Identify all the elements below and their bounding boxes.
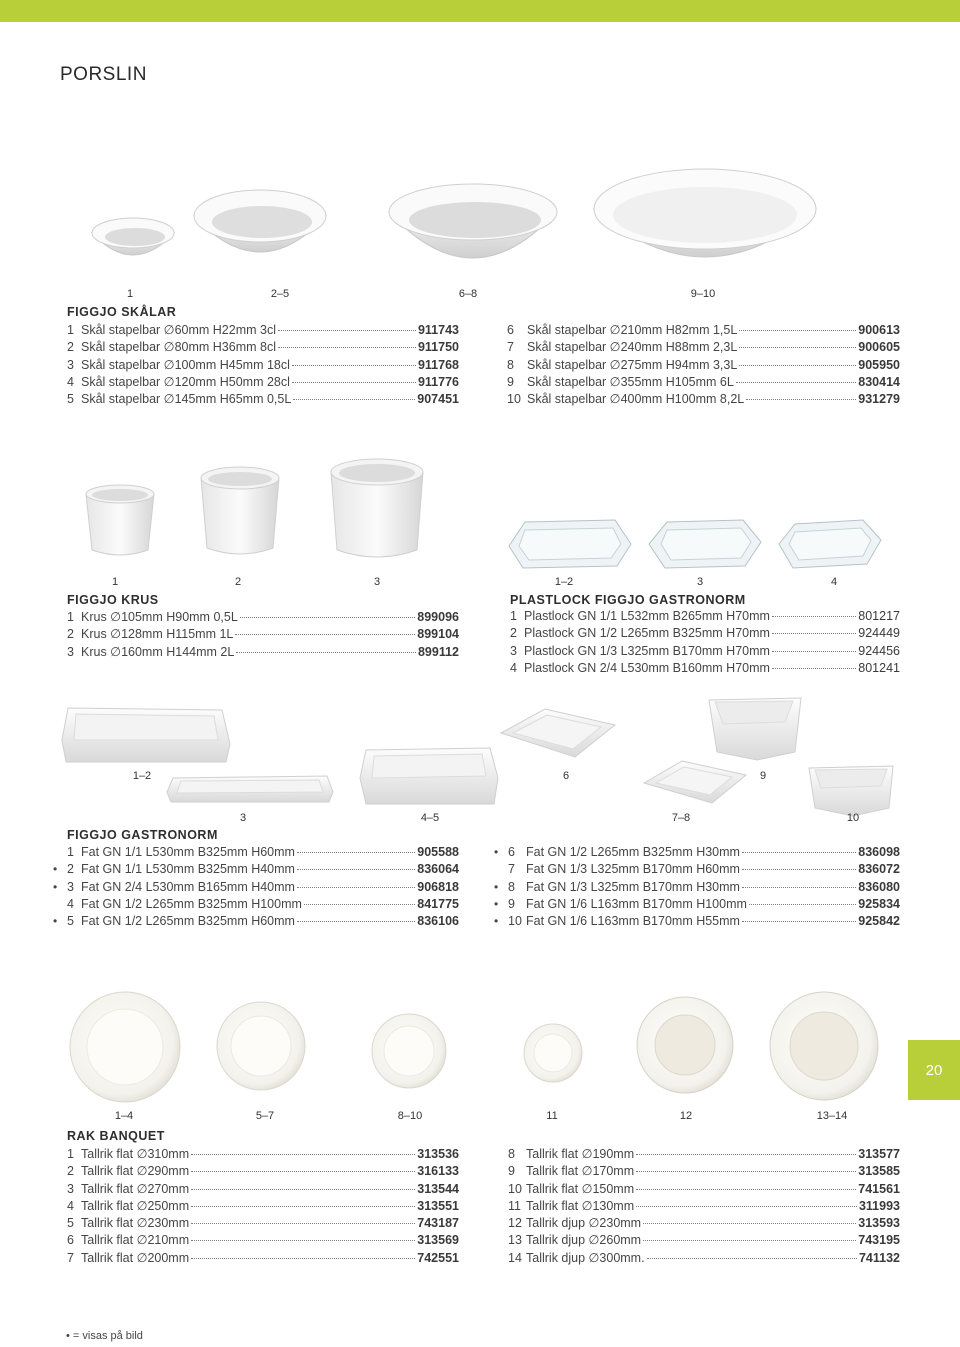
image-number: 3	[373, 576, 381, 588]
item-description: Tallrik flat ∅150mm	[526, 1181, 635, 1196]
product-row	[494, 896, 900, 914]
section-heading-rak: RAK BANQUET	[67, 1129, 165, 1143]
item-description: Fat GN 1/2 L265mm B325mm H100mm	[81, 896, 302, 911]
item-code: 830414	[858, 374, 900, 389]
item-number: 2	[510, 626, 517, 641]
item-number: 2	[67, 1164, 74, 1179]
shown-bullet: •	[494, 879, 499, 894]
product-row	[507, 322, 900, 339]
product-row	[67, 322, 459, 339]
image-number: 9–10	[690, 288, 716, 300]
gn-box-tall-image	[705, 690, 805, 762]
item-number: 1	[510, 609, 517, 623]
item-description: Fat GN 1/6 L163mm B170mm H100mm	[526, 896, 747, 911]
image-number: 1	[126, 288, 134, 300]
product-row	[507, 391, 900, 408]
mug-large-image	[325, 452, 430, 564]
gn-tray-large-image	[58, 700, 233, 766]
item-code: 905588	[417, 845, 459, 859]
image-number: 6–8	[458, 288, 478, 300]
item-number: 7	[507, 340, 514, 355]
item-number: 3	[67, 644, 74, 659]
item-number: 1	[67, 323, 74, 337]
gn-box-low-image	[805, 760, 897, 818]
product-row	[494, 914, 900, 931]
item-number: 2	[67, 862, 74, 877]
product-row	[508, 1215, 900, 1232]
product-row	[67, 374, 459, 391]
lid-medium-image	[645, 512, 765, 572]
item-code: 801217	[858, 609, 900, 623]
item-description: Skål stapelbar ∅60mm H22mm 3cl	[81, 323, 276, 337]
item-description: Fat GN 1/6 L163mm B170mm H55mm	[526, 914, 740, 929]
section-heading-gastronorm: FIGGJO GASTRONORM	[67, 828, 218, 842]
item-description: Krus ∅128mm H115mm 1L	[81, 627, 234, 642]
product-row	[67, 626, 459, 643]
product-row	[53, 879, 459, 897]
product-row	[67, 1146, 459, 1163]
item-number: 3	[67, 357, 74, 372]
product-row	[507, 374, 900, 391]
product-row	[67, 391, 459, 408]
product-row	[67, 1232, 459, 1249]
item-code: 931279	[858, 392, 900, 407]
product-row	[67, 1198, 459, 1215]
bowl-xl-image	[590, 165, 820, 280]
item-number: 8	[508, 879, 515, 894]
image-number: 8–10	[397, 1110, 423, 1122]
section-heading-skalar: FIGGJO SKÅLAR	[67, 305, 177, 319]
product-row	[494, 845, 900, 862]
plate-deep-m-image	[635, 995, 735, 1095]
gn-tray-half-image	[358, 742, 500, 808]
image-number: 4–5	[420, 812, 440, 824]
section-heading-krus: FIGGJO KRUS	[67, 593, 159, 607]
image-number: 4	[830, 576, 838, 588]
item-description: Skål stapelbar ∅80mm H36mm 8cl	[81, 340, 276, 355]
shown-bullet: •	[494, 896, 499, 911]
item-number: 4	[67, 1198, 74, 1213]
item-number: 7	[508, 862, 515, 877]
product-row	[67, 897, 459, 914]
item-number: 8	[507, 357, 514, 372]
item-code: 924456	[858, 643, 900, 658]
product-row	[67, 1181, 459, 1198]
product-row	[67, 357, 459, 374]
image-number: 1	[111, 576, 119, 588]
item-code: 907451	[417, 392, 459, 407]
item-number: 12	[508, 1216, 522, 1231]
image-number: 6	[562, 770, 570, 782]
item-description: Fat GN 1/2 L265mm B325mm H60mm	[81, 914, 295, 929]
item-number: 9	[508, 896, 515, 911]
item-number: 6	[67, 1233, 74, 1248]
item-number: 3	[67, 879, 74, 894]
item-code: 836072	[858, 862, 900, 877]
shown-bullet: •	[494, 914, 499, 929]
image-number: 12	[679, 1110, 693, 1122]
item-code: 836064	[417, 862, 459, 877]
item-code: 925842	[858, 914, 900, 929]
item-description: Skål stapelbar ∅240mm H88mm 2,3L	[527, 340, 738, 355]
product-row	[53, 862, 459, 879]
item-code: 899104	[417, 627, 459, 642]
item-code: 836106	[417, 914, 459, 929]
item-description: Skål stapelbar ∅120mm H50mm 28cl	[81, 374, 290, 389]
item-code: 836098	[858, 845, 900, 859]
item-number: 7	[67, 1250, 74, 1265]
image-number: 2	[234, 576, 242, 588]
item-code: 900605	[858, 340, 900, 355]
lid-small-image	[775, 512, 885, 572]
image-number: 3	[696, 576, 704, 588]
image-number: 1–2	[132, 770, 152, 782]
item-description: Tallrik djup ∅230mm	[526, 1216, 642, 1231]
shown-bullet: •	[494, 845, 499, 859]
item-code: 313577	[858, 1147, 900, 1161]
item-description: Tallrik flat ∅250mm	[81, 1198, 190, 1213]
item-description: Plastlock GN 1/3 L325mm B170mm H70mm	[524, 643, 770, 658]
item-description: Skål stapelbar ∅210mm H82mm 1,5L	[527, 323, 738, 337]
item-description: Skål stapelbar ∅400mm H100mm 8,2L	[527, 392, 745, 407]
item-number: 4	[510, 660, 517, 675]
product-row	[67, 609, 459, 626]
item-number: 8	[508, 1147, 515, 1161]
item-number: 2	[67, 340, 74, 355]
plastlock-list	[510, 609, 900, 678]
rak-list-right	[508, 1146, 900, 1267]
krus-list	[67, 609, 459, 661]
item-code: 313544	[417, 1181, 459, 1196]
bowl-large-image	[385, 178, 560, 288]
item-code: 741561	[858, 1181, 900, 1196]
item-code: 906818	[417, 879, 459, 894]
product-row	[508, 862, 900, 879]
item-code: 836080	[858, 879, 900, 894]
gastronorm-list-left	[53, 845, 459, 931]
page-number-tab: 20	[908, 1040, 960, 1100]
item-number: 11	[508, 1198, 521, 1213]
gn-tray-flat-image	[165, 772, 335, 804]
item-description: Tallrik flat ∅230mm	[81, 1216, 190, 1231]
product-row	[508, 1232, 900, 1249]
shown-bullet: •	[53, 879, 58, 894]
item-number: 3	[510, 643, 517, 658]
product-row	[53, 914, 459, 931]
shown-bullet: •	[53, 862, 58, 877]
item-number: 6	[507, 323, 514, 337]
item-code: 743187	[417, 1216, 459, 1231]
plate-flat-s-image	[522, 1022, 584, 1084]
item-code: 899112	[417, 644, 459, 659]
item-description: Plastlock GN 1/1 L532mm B265mm H70mm	[524, 609, 770, 623]
item-description: Tallrik flat ∅270mm	[81, 1181, 190, 1196]
top-accent-bar	[0, 0, 960, 22]
product-row	[67, 1163, 459, 1180]
bowl-small-image	[88, 205, 178, 275]
item-code: 801241	[858, 660, 900, 675]
item-code: 313551	[417, 1198, 459, 1213]
gn-tray-shallow-image	[495, 703, 620, 761]
product-row	[508, 1250, 900, 1267]
mug-small-image	[80, 480, 160, 560]
page-title: PORSLIN	[60, 64, 147, 85]
item-description: Krus ∅160mm H144mm 2L	[81, 644, 235, 659]
item-code: 911743	[417, 323, 459, 337]
item-description: Plastlock GN 2/4 L530mm B160mm H70mm	[524, 660, 770, 675]
item-code: 316133	[417, 1164, 459, 1179]
item-number: 10	[507, 392, 521, 407]
product-row	[507, 339, 900, 356]
item-description: Tallrik flat ∅190mm	[526, 1147, 635, 1161]
item-description: Fat GN 1/3 L325mm B170mm H60mm	[526, 862, 740, 877]
image-number: 3	[239, 812, 247, 824]
item-code: 743195	[858, 1233, 900, 1248]
plate-deep-l-image	[768, 990, 880, 1102]
image-number: 1–4	[114, 1110, 134, 1122]
item-code: 905950	[858, 357, 900, 372]
item-number: 13	[508, 1233, 522, 1248]
item-number: 1	[67, 610, 74, 624]
item-code: 925834	[858, 896, 900, 911]
item-code: 899096	[417, 610, 459, 624]
item-code: 313569	[417, 1233, 459, 1248]
product-row	[508, 1163, 900, 1180]
item-description: Fat GN 2/4 L530mm B165mm H40mm	[81, 879, 295, 894]
image-number: 10	[846, 812, 860, 824]
item-number: 5	[67, 1216, 74, 1231]
item-description: Skål stapelbar ∅100mm H45mm 18cl	[81, 357, 290, 372]
product-row	[510, 609, 900, 626]
item-description: Tallrik flat ∅130mm	[526, 1198, 635, 1213]
gastronorm-list-right	[494, 845, 900, 931]
item-number: 5	[67, 392, 74, 407]
image-number: 9	[759, 770, 767, 782]
item-description: Tallrik flat ∅170mm	[526, 1164, 635, 1179]
item-number: 4	[67, 374, 74, 389]
product-row	[67, 644, 459, 661]
product-row	[67, 339, 459, 356]
item-description: Skål stapelbar ∅145mm H65mm 0,5L	[81, 392, 292, 407]
item-description: Plastlock GN 1/2 L265mm B325mm H70mm	[524, 626, 770, 641]
item-number: 4	[67, 896, 74, 911]
image-number: 1–2	[554, 576, 574, 588]
item-number: 3	[67, 1181, 74, 1196]
item-code: 742551	[417, 1250, 459, 1265]
item-description: Fat GN 1/1 L530mm B325mm H40mm	[81, 862, 295, 877]
skalar-list-right	[507, 322, 900, 408]
item-description: Skål stapelbar ∅275mm H94mm 3,3L	[527, 357, 738, 372]
item-number: 1	[67, 845, 74, 859]
product-row	[510, 644, 900, 661]
item-code: 924449	[858, 626, 900, 641]
mug-medium-image	[195, 460, 285, 560]
item-description: Fat GN 1/3 L325mm B170mm H30mm	[526, 879, 740, 894]
item-code: 911776	[417, 374, 459, 389]
item-number: 10	[508, 1181, 522, 1196]
item-code: 313593	[858, 1216, 900, 1231]
item-description: Tallrik djup ∅300mm.	[526, 1250, 645, 1265]
item-description: Tallrik flat ∅310mm	[81, 1147, 190, 1161]
image-number: 7–8	[671, 812, 691, 824]
plate-flat-m-image	[370, 1012, 448, 1090]
item-code: 741132	[858, 1250, 900, 1265]
skalar-list-left	[67, 322, 459, 408]
item-number: 9	[508, 1164, 515, 1179]
item-description: Skål stapelbar ∅355mm H105mm 6L	[527, 374, 734, 389]
item-number: 5	[67, 914, 74, 929]
item-number: 6	[508, 845, 515, 859]
item-description: Tallrik flat ∅210mm	[81, 1233, 190, 1248]
rak-list-left	[67, 1146, 459, 1267]
item-code: 313585	[858, 1164, 900, 1179]
shown-bullet: •	[53, 914, 58, 929]
item-number: 9	[507, 374, 514, 389]
plate-flat-l-image	[215, 1000, 307, 1092]
product-row	[508, 1181, 900, 1198]
lid-large-image	[505, 512, 635, 572]
item-description: Krus ∅105mm H90mm 0,5L	[81, 610, 238, 624]
image-number: 13–14	[816, 1110, 848, 1122]
item-number: 1	[67, 1147, 74, 1161]
product-row	[510, 661, 900, 678]
product-row	[67, 845, 459, 862]
gn-tray-third-image	[640, 755, 750, 807]
product-row	[508, 1146, 900, 1163]
product-row	[67, 1250, 459, 1267]
item-number: 2	[67, 627, 74, 642]
item-description: Tallrik flat ∅290mm	[81, 1164, 190, 1179]
section-heading-plastlock: PLASTLOCK FIGGJO GASTRONORM	[510, 593, 746, 607]
item-description: Fat GN 1/2 L265mm B325mm H30mm	[526, 845, 740, 859]
item-code: 841775	[417, 896, 459, 911]
image-number: 2–5	[270, 288, 290, 300]
item-code: 911750	[417, 340, 459, 355]
item-number: 14	[508, 1250, 522, 1265]
product-row	[67, 1215, 459, 1232]
product-row	[508, 1198, 900, 1215]
bowl-medium-image	[190, 180, 330, 280]
item-number: 10	[508, 914, 522, 929]
item-description: Tallrik flat ∅200mm	[81, 1250, 190, 1265]
item-code: 911768	[417, 357, 459, 372]
product-row	[507, 357, 900, 374]
item-description: Tallrik djup ∅260mm	[526, 1233, 642, 1248]
plate-flat-xl-image	[68, 990, 183, 1105]
legend-note: • = visas på bild	[66, 1330, 143, 1342]
item-code: 313536	[417, 1147, 459, 1161]
item-code: 900613	[858, 323, 900, 337]
image-number: 11	[546, 1110, 558, 1122]
item-code: 311993	[858, 1198, 900, 1213]
product-row	[494, 879, 900, 897]
product-row	[510, 626, 900, 643]
image-number: 5–7	[255, 1110, 275, 1122]
item-description: Fat GN 1/1 L530mm B325mm H60mm	[81, 845, 295, 859]
